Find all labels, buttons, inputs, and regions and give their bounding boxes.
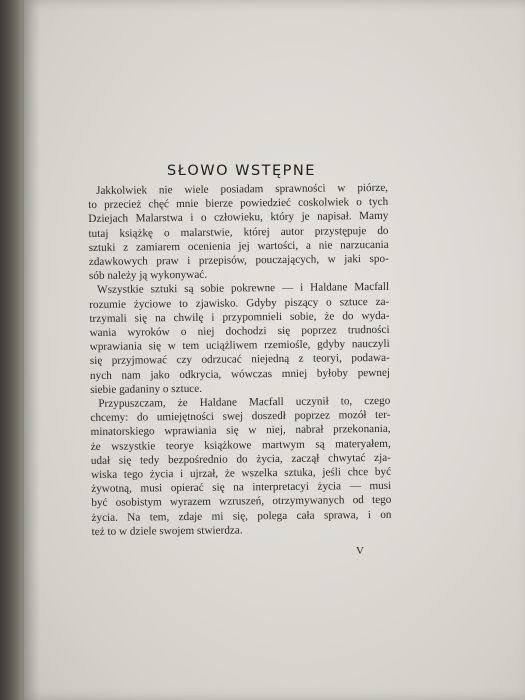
text-line: nych nam jako odkrycia, wówczas mniej byłoby pewnej [89, 366, 391, 382]
text-line: Jakkolwiek nie wiele posiadam sprawności w piórze, [96, 181, 389, 197]
text-line: trzymali się na chwilę i przypomnieli sobie, że do wyda- [89, 309, 390, 325]
paragraph [89, 280, 390, 397]
text-line: wiska tego życia i ujrzał, że wszelka sztuka, jeśli chce być [90, 465, 392, 482]
text-line: udał się tedy bezpośrednio do życia, zaczął chwytać zja- [90, 451, 391, 467]
text-line: wania wyroków o niej dochodzi się poprzez trudności [89, 323, 390, 340]
text-line: Dziejach Malarstwa i o człowieku, który je napisał. Mamy [88, 210, 389, 226]
body-text [88, 181, 392, 539]
text-line: wprawiania się w tem uciążliwem rzemiośle, gdyby nauczyli [89, 338, 390, 354]
page-number: V [356, 545, 364, 557]
text-line: żywotną, musi opierać się na interpretacyi życia — musi [91, 480, 392, 496]
text-line: Przypuszczam, że Haldane Macfall uczynił to, czego [98, 394, 391, 410]
text-line: sób należy ją wykonywać. [88, 268, 208, 283]
text-line: zdawkowych praw i przepisów, pouczających, w jaki spo- [88, 252, 389, 269]
text-line: chcemy: do umiejętności swej doszedł poprzez mozół ter- [90, 409, 391, 425]
text-line: Wszystkie sztuki są sobie pokrewne — i Haldane Macfall [97, 281, 390, 297]
page-heading: SŁOWO WSTĘPNE [167, 163, 316, 179]
paragraph [90, 394, 391, 539]
text-line: że wszystkie teorye książkowe martwym są materyałem, [90, 437, 391, 453]
text-line: się przyjmować czy odrzucać niejedną z teoryi, podawa- [89, 352, 390, 368]
paragraph [88, 181, 389, 284]
text-line: być osobistym wyrazem wzruszeń, otrzymywanych od tego [91, 494, 392, 510]
spine-shadow [0, 0, 40, 700]
text-line: rozumie życiowe to zjawisko. Gdyby piszący o sztuce za- [89, 295, 390, 311]
text-line: też to w dziele swojem stwierdza. [91, 524, 243, 538]
text-line: życia. Na tem, zdaje mi się, polega cała sprawa, i on [91, 508, 392, 524]
text-line: minatorskiego wprawiania się w niej, nabrał przekonania, [90, 423, 391, 439]
text-line: to przecież chęć mnie bierze powiedzieć coskolwiek o tych [88, 196, 389, 212]
text-line: sztuki z zamiarem ocenienia jej wartości, a nie narzucania [88, 238, 389, 254]
text-line: tutaj książkę o malarstwie, której autor przystępuje do [88, 224, 389, 240]
text-line: siebie gadaniny o sztuce. [90, 382, 203, 396]
